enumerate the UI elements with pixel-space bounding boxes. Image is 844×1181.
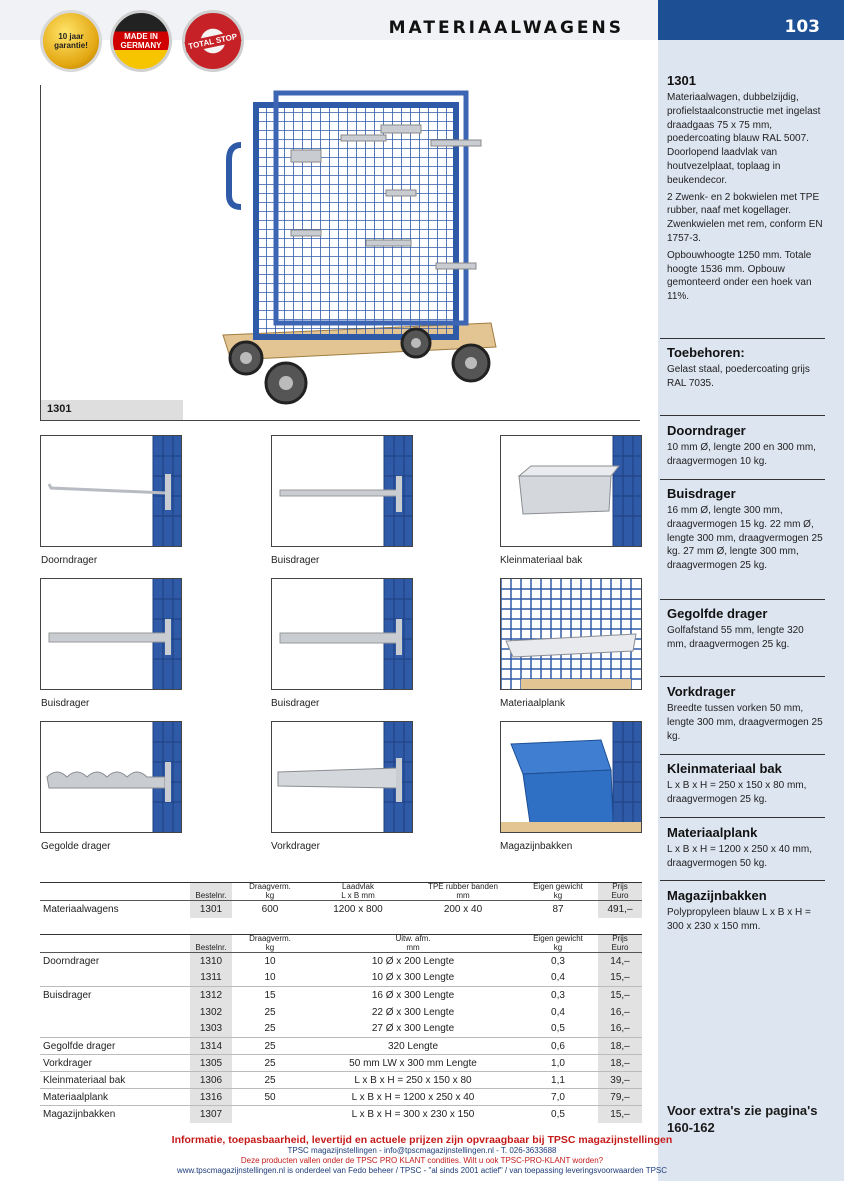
weight: 87 xyxy=(552,903,564,915)
section-text: Polypropyleen blauw L x B x H = 300 x 230 x 150 mm. xyxy=(667,907,811,932)
section-text: Gelast staal, poedercoating grijs RAL 7035. xyxy=(667,364,810,389)
table-row xyxy=(40,1106,642,1123)
capacity: 25 xyxy=(264,1074,276,1086)
material-cart-illustration xyxy=(41,85,641,421)
tile-caption: Buisdrager xyxy=(41,698,90,709)
table-row xyxy=(40,1089,642,1106)
footer-contact: TPSC magazijnstellingen - info@tpscmagazijnstellingen.nl - T. 026-3633688 xyxy=(287,1146,557,1155)
order-number: 1316 xyxy=(190,1089,232,1106)
gegolfde-drager-image xyxy=(41,722,182,833)
kleinmateriaal-bak-image xyxy=(501,436,642,547)
weight: 0,3 xyxy=(551,989,565,1001)
capacity xyxy=(232,1106,308,1123)
tile-vorkdrager xyxy=(271,721,413,833)
weight: 7,0 xyxy=(551,1091,565,1103)
sidebar-section-kleinmateriaal xyxy=(667,761,825,807)
tile-caption: Kleinmateriaal bak xyxy=(500,555,583,566)
divider xyxy=(660,338,825,339)
table-row xyxy=(40,970,642,987)
capacity: 15 xyxy=(264,989,276,1001)
order-number: 1307 xyxy=(190,1106,232,1123)
tile-kleinmateriaal-bak xyxy=(500,435,642,547)
row-label: Vorkdrager xyxy=(43,1057,92,1069)
dimensions: 10 Ø x 300 Lengte xyxy=(371,972,455,984)
weight: 0,6 xyxy=(551,1040,565,1052)
section-text: L x B x H = 250 x 150 x 80 mm, draagvermogen 25 kg. xyxy=(667,780,807,805)
weight: 0,5 xyxy=(551,1108,565,1120)
section-text: Golfafstand 55 mm, lengte 320 mm, draagvermogen 25 kg. xyxy=(667,625,804,650)
capacity: 50 xyxy=(264,1091,276,1103)
buisdrager-image xyxy=(272,436,413,547)
col-header: Draagverm. kg xyxy=(232,935,308,953)
footer-info: Informatie, toepasbaarheid, levertijd en actuele prijzen zijn opvraagbaar bij TPSC magazijnstellingen xyxy=(171,1134,673,1146)
tile-caption: Doorndrager xyxy=(41,555,98,566)
order-number: 1312 xyxy=(190,987,232,1004)
sidebar-section-gegolfde xyxy=(667,606,825,652)
capacity: 25 xyxy=(264,1040,276,1052)
dimensions: 50 mm LW x 300 mm Lengte xyxy=(349,1057,477,1069)
sidebar-section-vorkdrager xyxy=(667,684,825,743)
buisdrager-image xyxy=(272,579,413,690)
tile-caption: Magazijnbakken xyxy=(500,841,573,852)
tyre-size: 200 x 40 xyxy=(443,903,483,915)
buisdrager-image xyxy=(41,579,182,690)
dimensions: 27 Ø x 300 Lengte xyxy=(371,1023,455,1035)
row-label xyxy=(40,1004,190,1021)
table-row xyxy=(40,1055,642,1072)
table-row xyxy=(40,1072,642,1089)
table-row xyxy=(40,1021,642,1038)
product-photo-label: 1301 xyxy=(41,400,183,420)
accessory-price-table xyxy=(40,934,642,1123)
section-text: 10 mm Ø, lengte 200 en 300 mm, draagvermogen 10 kg. xyxy=(667,442,816,467)
order-number: 1301 xyxy=(190,901,232,918)
price: 39,– xyxy=(598,1072,642,1089)
weight: 0,4 xyxy=(551,972,565,984)
weight: 0,5 xyxy=(551,1023,565,1035)
page-title: MATERIAALWAGENS xyxy=(388,18,624,38)
section-text: L x B x H = 1200 x 250 x 40 mm, draagvermogen 50 kg. xyxy=(667,844,812,869)
table-row xyxy=(40,1038,642,1055)
table-row xyxy=(40,1004,642,1021)
section-heading: Doorndrager xyxy=(667,423,746,438)
col-header: Laadvlak L x B mm xyxy=(308,883,408,901)
order-number: 1305 xyxy=(190,1055,232,1072)
section-heading: Vorkdrager xyxy=(667,684,736,699)
tile-gegolfde-drager xyxy=(40,721,182,833)
weight: 1,0 xyxy=(551,1057,565,1069)
materiaalplank-image xyxy=(501,579,642,690)
divider xyxy=(660,415,825,416)
col-header: Prijs Euro xyxy=(598,935,642,953)
page-number: 103 xyxy=(658,0,844,40)
section-heading: Materiaalplank xyxy=(667,825,758,840)
sidebar-section-doorndrager xyxy=(667,423,825,469)
weight: 1,1 xyxy=(551,1074,565,1086)
divider xyxy=(660,817,825,818)
dimensions: L x B x H = 300 x 230 x 150 xyxy=(351,1108,475,1120)
price: 79,– xyxy=(598,1089,642,1106)
tile-caption: Gegolde drager xyxy=(41,841,111,852)
section-text: Materiaalwagen, dubbelzijdig, profielstaalconstructie met ingelast draadgaas 75 x 75 mm, poedercoating blauw RAL 5007. Doorlopend laadvlak van houtvezelplaat, toplaag in beukendecor. xyxy=(667,92,821,186)
load-surface: 1200 x 800 xyxy=(333,903,383,915)
table-row xyxy=(40,953,642,970)
row-label: Magazijnbakken xyxy=(43,1108,116,1120)
price: 15,– xyxy=(598,987,642,1004)
row-label: Buisdrager xyxy=(43,989,92,1001)
tile-caption: Vorkdrager xyxy=(271,841,320,852)
see-also-note: Voor extra's zie pagina's 160-162 xyxy=(667,1103,818,1135)
total-stop-seal-icon: TOTAL STOP xyxy=(182,10,244,72)
col-header: Eigen gewicht kg xyxy=(518,883,598,901)
col-header xyxy=(40,883,190,901)
divider xyxy=(660,754,825,755)
vorkdrager-image xyxy=(272,722,413,833)
col-header: Eigen gewicht kg xyxy=(518,935,598,953)
section-heading: Buisdrager xyxy=(667,486,736,501)
section-text: Breedte tussen vorken 50 mm, lengte 300 mm, draagvermogen 25 kg. xyxy=(667,703,823,742)
price: 16,– xyxy=(598,1021,642,1038)
row-label xyxy=(40,1021,190,1038)
row-label: Kleinmateriaal bak xyxy=(43,1074,126,1086)
tile-caption: Materiaalplank xyxy=(500,698,566,709)
weight: 0,3 xyxy=(551,955,565,967)
tile-buisdrager-1 xyxy=(271,435,413,547)
dimensions: L x B x H = 250 x 150 x 80 xyxy=(354,1074,472,1086)
sidebar-section-1301 xyxy=(667,73,825,307)
col-header: Uitw. afm. mm xyxy=(308,935,518,953)
row-label: Materiaalwagens xyxy=(43,903,119,915)
section-text: 2 Zwenk- en 2 bokwielen met TPE rubber, naaf met kogellager. Zwenkwielen met rem, conform EN 1757-3. xyxy=(667,191,823,244)
order-number: 1311 xyxy=(190,970,232,987)
capacity: 600 xyxy=(261,903,279,915)
capacity: 25 xyxy=(264,1023,276,1035)
cart-price-table xyxy=(40,882,642,918)
price: 14,– xyxy=(598,953,642,970)
sidebar-section-materiaalplank xyxy=(667,825,825,871)
section-heading: Magazijnbakken xyxy=(667,888,767,903)
tile-materiaalplank xyxy=(500,578,642,690)
magazijnbakken-image xyxy=(501,722,642,833)
dimensions: 16 Ø x 300 Lengte xyxy=(371,989,455,1001)
section-heading: Gegolfde drager xyxy=(667,606,768,621)
row-label: Gegolfde drager xyxy=(43,1040,116,1052)
col-header: Prijs Euro xyxy=(598,883,642,901)
capacity: 25 xyxy=(264,1006,276,1018)
section-heading: Toebehoren: xyxy=(667,345,745,360)
divider xyxy=(660,599,825,600)
col-header: Bestelnr. xyxy=(190,935,232,953)
section-text: Opbouwhoogte 1250 mm. Totale hoogte 1536 mm. Opbouw gemonteerd onder een hoek van 11%. xyxy=(667,249,812,303)
doorndrager-image xyxy=(41,436,182,547)
row-label: Doorndrager xyxy=(43,955,100,967)
divider xyxy=(660,676,825,677)
col-header: Draagverm. kg xyxy=(232,883,308,901)
col-header xyxy=(40,935,190,953)
capacity: 25 xyxy=(264,1057,276,1069)
dimensions: 320 Lengte xyxy=(387,1040,439,1052)
sidebar-section-buisdrager xyxy=(667,486,825,573)
price: 18,– xyxy=(598,1038,642,1055)
sidebar-section-toebehoren xyxy=(667,345,825,391)
footer-pro-klant: Deze producten vallen onder de TPSC PRO KLANT condities. Wilt u ook TPSC-PRO-KLANT worden? xyxy=(240,1156,604,1165)
tile-caption: Buisdrager xyxy=(271,555,320,566)
price: 16,– xyxy=(598,1004,642,1021)
product-photo-material-cart xyxy=(40,85,640,421)
section-heading: Kleinmateriaal bak xyxy=(667,761,782,776)
dimensions: 22 Ø x 300 Lengte xyxy=(371,1006,455,1018)
sidebar-section-magazijnbakken xyxy=(667,888,825,934)
price: 18,– xyxy=(598,1055,642,1072)
tile-caption: Buisdrager xyxy=(271,698,320,709)
col-header: Bestelnr. xyxy=(190,883,232,901)
tile-buisdrager-2 xyxy=(40,578,182,690)
table-row xyxy=(40,901,642,918)
order-number: 1306 xyxy=(190,1072,232,1089)
capacity: 10 xyxy=(264,972,276,984)
tile-buisdrager-3 xyxy=(271,578,413,690)
row-label xyxy=(40,970,190,987)
order-number: 1310 xyxy=(190,953,232,970)
table-row xyxy=(40,987,642,1004)
price: 15,– xyxy=(598,1106,642,1123)
page-footer xyxy=(0,1134,844,1176)
order-number: 1302 xyxy=(190,1004,232,1021)
order-number: 1303 xyxy=(190,1021,232,1038)
col-header: TPE rubber banden mm xyxy=(408,883,518,901)
price: 15,– xyxy=(598,970,642,987)
tile-magazijnbakken xyxy=(500,721,642,833)
order-number: 1314 xyxy=(190,1038,232,1055)
footer-legal: www.tpscmagazijnstellingen.nl is onderdeel van Fedo beheer / TPSC - "al sinds 2001 actief" / van toepassing leveringsvoorwaarden TPSC xyxy=(176,1166,668,1175)
row-label: Materiaalplank xyxy=(43,1091,109,1103)
divider xyxy=(660,479,825,480)
capacity: 10 xyxy=(264,955,276,967)
dimensions: L x B x H = 1200 x 250 x 40 xyxy=(351,1091,475,1103)
price: 491,– xyxy=(598,901,642,918)
divider xyxy=(660,880,825,881)
guarantee-seal-icon: 10 jaar garantie! xyxy=(40,10,102,72)
weight: 0,4 xyxy=(551,1006,565,1018)
dimensions: 10 Ø x 200 Lengte xyxy=(371,955,455,967)
section-text: 16 mm Ø, lengte 300 mm, draagvermogen 15 kg. 22 mm Ø, lengte 300 mm, draagvermogen 25 kg. 27 mm Ø, lengte 300 mm, draagvermogen 25 kg. xyxy=(667,505,823,572)
tile-doorndrager xyxy=(40,435,182,547)
made-in-germany-seal-icon: MADE IN GERMANY xyxy=(110,10,172,72)
section-heading: 1301 xyxy=(667,73,696,88)
